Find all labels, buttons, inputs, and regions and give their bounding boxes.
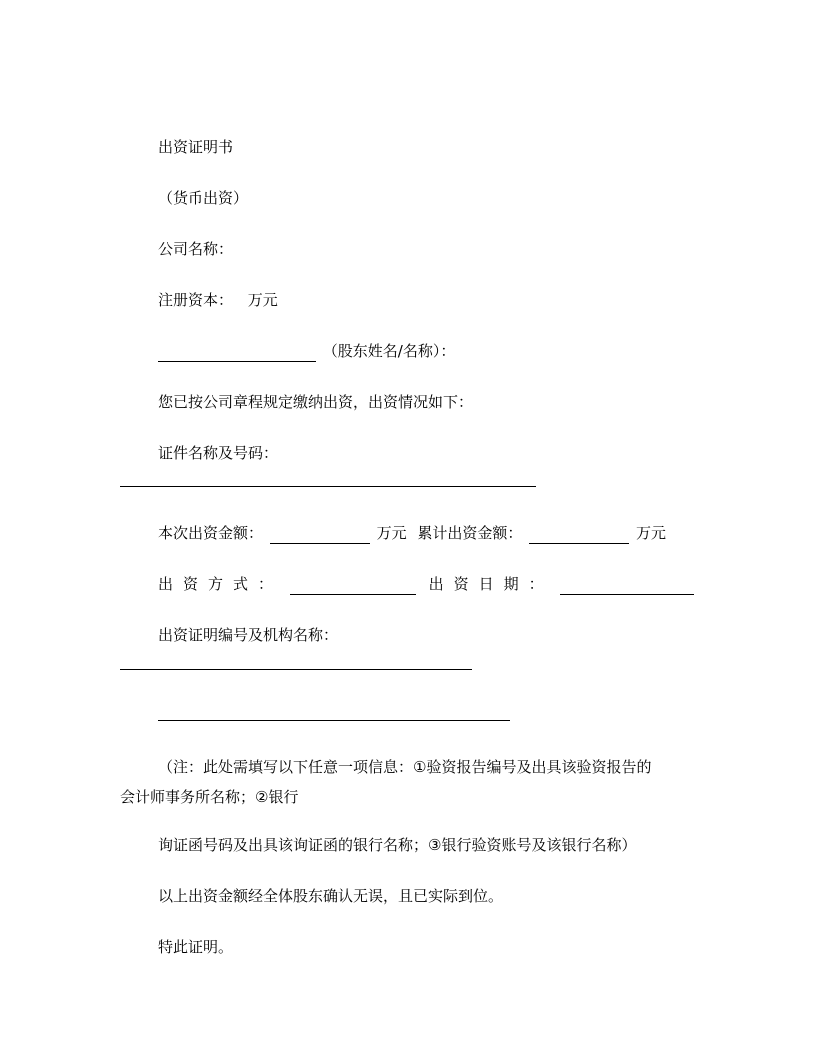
- amount-row: [158, 522, 666, 544]
- shareholder-name-blank: [158, 345, 316, 362]
- current-amount-unit: 万元: [376, 524, 407, 542]
- closing-statement: 特此证明。: [158, 938, 234, 956]
- cert-label: 出资证明编号及机构名称：: [158, 626, 339, 644]
- note-line-2: 会计师事务所名称；②银行: [120, 788, 299, 806]
- method-blank: [290, 578, 416, 595]
- method-label: 出资方式：: [158, 575, 284, 593]
- cert-blank-1: [120, 669, 472, 670]
- method-row: [158, 573, 696, 595]
- note-line-1: （注：此处需填写以下任意一项信息：①验资报告编号及出具该验资报告的: [158, 758, 652, 776]
- date-label: 出资日期：: [428, 575, 554, 593]
- current-amount-label: 本次出资金额：: [158, 524, 264, 542]
- total-amount-unit: 万元: [635, 524, 666, 542]
- total-amount-label: 累计出资金额：: [417, 524, 523, 542]
- date-blank: [560, 578, 694, 595]
- note-line-3: 询证函号码及出具该询证函的银行名称；③银行验资账号及该银行名称）: [158, 836, 637, 854]
- registered-capital-label: 注册资本：: [158, 291, 234, 309]
- company-name-label: 公司名称：: [158, 240, 234, 258]
- paid-statement: 您已按公司章程规定缴纳出资，出资情况如下：: [158, 393, 474, 411]
- total-amount-blank: [529, 527, 629, 544]
- registered-capital-unit: 万元: [247, 291, 278, 309]
- id-label: 证件名称及号码：: [158, 444, 279, 462]
- registered-capital-row: [158, 289, 278, 311]
- cert-blank-2: [158, 720, 510, 721]
- shareholder-name-suffix: （股东姓名/名称）：: [322, 342, 456, 360]
- id-number-blank: [120, 486, 536, 487]
- document-subtitle: （货币出资）: [158, 189, 249, 207]
- document-title: 出资证明书: [158, 138, 234, 156]
- confirm-statement: 以上出资金额经全体股东确认无误，且已实际到位。: [158, 887, 504, 905]
- shareholder-row: [158, 340, 455, 362]
- current-amount-blank: [270, 527, 370, 544]
